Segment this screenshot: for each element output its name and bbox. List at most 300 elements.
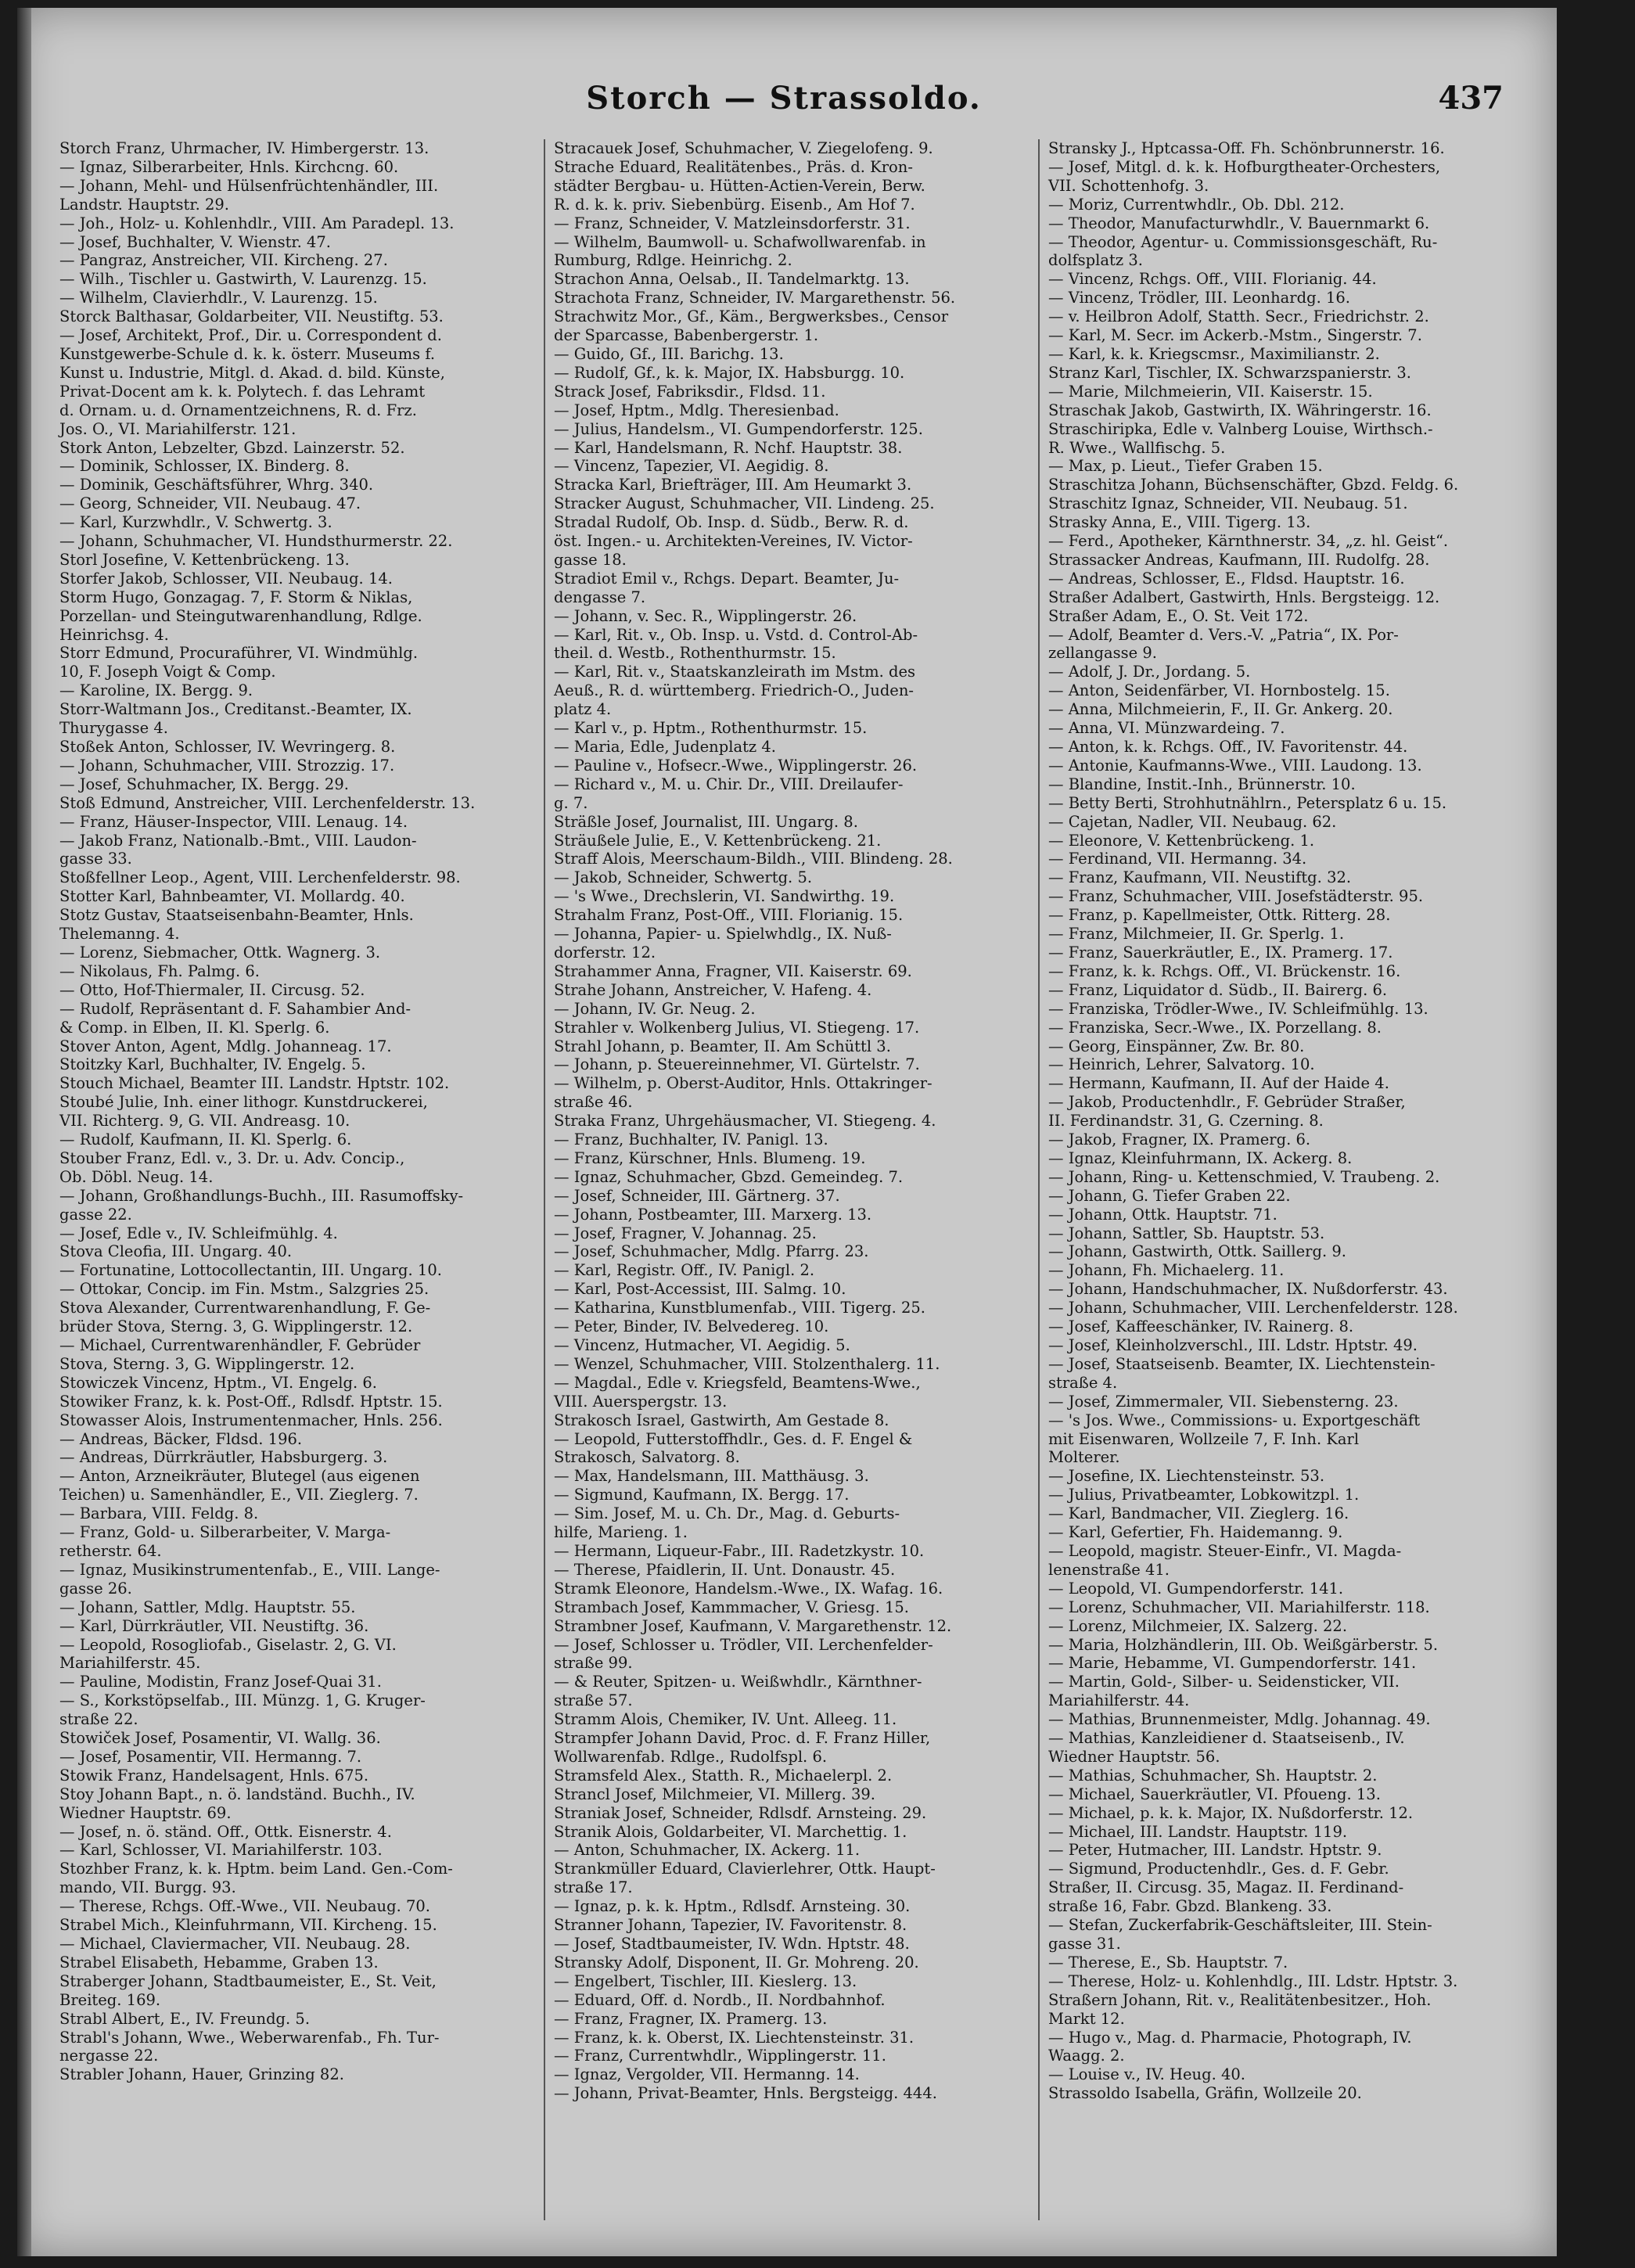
directory-entry: Strack Josef, Fabriksdir., Fldsd. 11. [554, 382, 826, 401]
directory-entry: Stranz Karl, Tischler, IX. Schwarzspanierstr. 3. [1048, 363, 1411, 382]
directory-entry: — Josefine, IX. Liechtensteinstr. 53. [1048, 1467, 1325, 1486]
directory-entry: Waagg. 2. [1048, 2047, 1125, 2065]
directory-entry: Stowiczek Vincenz, Hptm., VI. Engelg. 6. [59, 1373, 377, 1392]
directory-entry: — Franz, Currentwhdlr., Wipplingerstr. 11. [554, 2047, 886, 2065]
directory-entry: — Josef, Mitgl. d. k. k. Hofburgtheater-Orchesters, [1048, 157, 1441, 176]
directory-entry: Strassoldo Isabella, Gräfin, Wollzeile 20. [1048, 2084, 1362, 2103]
directory-entry: — Vincenz, Tapezier, VI. Aegidig. 8. [554, 457, 829, 476]
directory-entry: — Leopold, Rosogliofab., Giselastr. 2, G. VI. [59, 1635, 397, 1654]
directory-entry: — Johann, Sattler, Sb. Hauptstr. 53. [1048, 1224, 1325, 1242]
directory-entry: — Johann, Sattler, Mdlg. Hauptstr. 55. [59, 1598, 356, 1616]
directory-entry: Strambner Josef, Kaufmann, V. Margarethenstr. 12. [554, 1616, 952, 1635]
directory-entry: — Karl v., p. Hptm., Rothenthurmstr. 15. [554, 719, 868, 738]
directory-entry: — Ignaz, Vergolder, VII. Hermanng. 14. [554, 2065, 860, 2084]
directory-entry: — Franz, Kaufmann, VII. Neustiftg. 32. [1048, 868, 1352, 887]
directory-entry: — Josef, Architekt, Prof., Dir. u. Correspondent d. [59, 326, 442, 345]
directory-entry: — Max, p. Lieut., Tiefer Graben 15. [1048, 457, 1323, 476]
column-1 [55, 139, 545, 2220]
directory-entry: Stork Anton, Lebzelter, Gbzd. Lainzerstr. 52. [59, 438, 405, 457]
directory-entry: straße 17. [554, 1878, 633, 1897]
directory-entry: — Karl, Schlosser, VI. Mariahilferstr. 103. [59, 1841, 383, 1860]
directory-entry: — Therese, E., Sb. Hauptstr. 7. [1048, 1953, 1288, 1971]
directory-entry: — Louise v., IV. Heug. 40. [1048, 2065, 1245, 2084]
directory-entry: Stouch Michael, Beamter III. Landstr. Hptstr. 102. [59, 1074, 450, 1093]
directory-entry: Straniak Josef, Schneider, Rdlsdf. Arnsteing. 29. [554, 1803, 927, 1822]
directory-entry: straße 22. [59, 1710, 138, 1729]
directory-entry: Stoy Johann Bapt., n. ö. landständ. Buchh., IV. [59, 1785, 415, 1803]
directory-entry: Storr-Waltmann Jos., Creditanst.-Beamter, IX. [59, 700, 412, 719]
directory-entry: — Moriz, Currentwhdlr., Ob. Dbl. 212. [1048, 195, 1345, 214]
directory-entry: — Karoline, IX. Bergg. 9. [59, 681, 253, 700]
directory-entry: Strahalm Franz, Post-Off., VIII. Florianig. 15. [554, 906, 904, 925]
directory-entry: Porzellan- und Steingutwarenhandlung, Rdlge. [59, 606, 422, 625]
directory-entry: — Georg, Schneider, VII. Neubaug. 47. [59, 494, 361, 513]
directory-entry: — Franz, k. k. Rchgs. Off., VI. Brückenstr. 16. [1048, 961, 1401, 980]
directory-entry: Stradal Rudolf, Ob. Insp. d. Südb., Berw. R. d. [554, 513, 909, 532]
directory-entry: — Michael, p. k. k. Major, IX. Nußdorferstr. 12. [1048, 1803, 1414, 1822]
directory-entry: — Johanna, Papier- u. Spielwhdlg., IX. Nuß- [554, 925, 892, 944]
directory-entry: Stracauek Josef, Schuhmacher, V. Ziegelofeng. 9. [554, 139, 933, 157]
directory-entry: — Franz, Gold- u. Silberarbeiter, V. Marga- [59, 1523, 391, 1542]
directory-entry: dengasse 7. [554, 588, 646, 606]
directory-entry: — Jakob, Schneider, Schwertg. 5. [554, 868, 813, 887]
directory-entry: — Josef, Kaffeeschänker, IV. Rainerg. 8. [1048, 1317, 1354, 1336]
directory-entry: — Adolf, Beamter d. Vers.-V. „Patria“, IX. Por- [1048, 625, 1399, 644]
directory-entry: — Josef, Schlosser u. Trödler, VII. Lerchenfelder- [554, 1635, 933, 1654]
directory-entry: Strache Eduard, Realitätenbes., Präs. d. Kron- [554, 157, 913, 176]
directory-entry: VIII. Auerspergstr. 13. [554, 1392, 728, 1411]
directory-entry: Mariahilferstr. 45. [59, 1654, 201, 1673]
directory-columns [55, 139, 1525, 2220]
directory-entry: — Peter, Hutmacher, III. Landstr. Hptstr. 9. [1048, 1841, 1382, 1860]
directory-entry: — Pauline v., Hofsecr.-Wwe., Wipplingerstr. 26. [554, 756, 918, 775]
directory-entry: Rumburg, Rdlge. Heinrichg. 2. [554, 251, 792, 270]
directory-entry: — Jakob, Productenhdlr., F. Gebrüder Straßer, [1048, 1093, 1406, 1112]
directory-entry: Teichen) u. Samenhändler, E., VII. Zieglerg. 7. [59, 1486, 419, 1504]
directory-entry: Strachon Anna, Oelsab., II. Tandelmarktg. 13. [554, 270, 910, 289]
directory-entry: — Johann, v. Sec. R., Wipplingerstr. 26. [554, 606, 857, 625]
directory-entry: Thurygasse 4. [59, 719, 168, 738]
directory-page [17, 8, 1557, 2256]
directory-entry: — Richard v., M. u. Chir. Dr., VIII. Dreilaufer- [554, 775, 904, 793]
directory-entry: Stowik Franz, Handelsagent, Hnls. 675. [59, 1766, 369, 1785]
directory-entry: — Ignaz, Musikinstrumentenfab., E., VIII. Lange- [59, 1560, 440, 1579]
directory-entry: gasse 31. [1048, 1935, 1121, 1953]
directory-entry: — Josef, Kleinholzverschl., III. Ldstr. Hptstr. 49. [1048, 1336, 1418, 1354]
directory-entry: Straschak Jakob, Gastwirth, IX. Währingerstr. 16. [1048, 401, 1432, 419]
directory-entry: — Josef, Hptm., Mdlg. Theresienbad. [554, 401, 839, 419]
directory-entry: g. 7. [554, 793, 588, 812]
directory-entry: — Dominik, Geschäftsführer, Whrg. 340. [59, 476, 374, 494]
directory-entry: — Dominik, Schlosser, IX. Binderg. 8. [59, 457, 350, 476]
directory-entry: — Franz, Milchmeier, II. Gr. Sperlg. 1. [1048, 925, 1345, 944]
directory-entry: — Marie, Milchmeierin, VII. Kaiserstr. 15. [1048, 382, 1373, 401]
directory-entry: — Theodor, Manufacturwhdlr., V. Bauernmarkt 6. [1048, 214, 1430, 232]
directory-entry: Markt 12. [1048, 2009, 1125, 2028]
directory-entry: — Wilhelm, Baumwoll- u. Schafwollwarenfab. in [554, 232, 926, 251]
directory-entry: Strachota Franz, Schneider, IV. Margarethenstr. 56. [554, 289, 956, 307]
directory-entry: — Barbara, VIII. Feldg. 8. [59, 1504, 259, 1523]
directory-entry: Stova Alexander, Currentwarenhandlung, F. Ge- [59, 1299, 431, 1317]
directory-entry: — Johann, Großhandlungs-Buchh., III. Rasumoffsky- [59, 1186, 464, 1205]
directory-entry: — Sim. Josef, M. u. Ch. Dr., Mag. d. Geburts- [554, 1504, 900, 1523]
directory-entry: — S., Korkstöpselfab., III. Münzg. 1, G. Kruger- [59, 1691, 426, 1710]
directory-entry: der Sparcasse, Babenbergerstr. 1. [554, 326, 819, 345]
directory-entry: Stracker August, Schuhmacher, VII. Lindeng. 25. [554, 494, 935, 513]
directory-entry: Stramk Eleonore, Handelsm.-Wwe., IX. Wafag. 16. [554, 1579, 943, 1598]
directory-entry: Wiedner Hauptstr. 56. [1048, 1747, 1220, 1766]
directory-entry: — Johann, Handschuhmacher, IX. Nußdorferstr. 43. [1048, 1280, 1448, 1299]
directory-entry: — Rudolf, Repräsentant d. F. Sahambier And- [59, 999, 411, 1018]
page-number: 437 [1438, 80, 1504, 117]
directory-entry: Stoßfellner Leop., Agent, VIII. Lerchenfelderstr. 98. [59, 868, 461, 887]
directory-entry: Storck Balthasar, Goldarbeiter, VII. Neustiftg. 53. [59, 307, 444, 326]
directory-entry: — Josef, Edle v., IV. Schleifmühlg. 4. [59, 1224, 338, 1242]
directory-entry: — Antonie, Kaufmanns-Wwe., VIII. Laudong. 13. [1048, 756, 1422, 775]
directory-entry: — 's Wwe., Drechslerin, VI. Sandwirthg. 19. [554, 887, 895, 906]
directory-entry: — Rudolf, Kaufmann, II. Kl. Sperlg. 6. [59, 1130, 352, 1149]
directory-entry: — Johann, Gastwirth, Ottk. Saillerg. 9. [1048, 1242, 1346, 1261]
directory-entry: Strahl Johann, p. Beamter, II. Am Schüttl 3. [554, 1037, 891, 1055]
directory-entry: — Max, Handelsmann, III. Matthäusg. 3. [554, 1467, 869, 1486]
directory-entry: Stoubé Julie, Inh. einer lithogr. Kunstdruckerei, [59, 1093, 428, 1112]
directory-entry: — Leopold, VI. Gumpendorferstr. 141. [1048, 1579, 1344, 1598]
directory-entry: nergasse 22. [59, 2047, 159, 2065]
directory-entry: Heinrichsg. 4. [59, 625, 169, 644]
directory-entry: — Josef, Staatseisenb. Beamter, IX. Liechtenstein- [1048, 1354, 1436, 1373]
directory-entry: — Josef, Fragner, V. Johannag. 25. [554, 1224, 817, 1242]
directory-entry: — Ferdinand, VII. Hermanng. 34. [1048, 850, 1307, 868]
directory-entry: Strachwitz Mor., Gf., Käm., Bergwerksbes., Censor [554, 307, 949, 326]
directory-entry: Strasky Anna, E., VIII. Tigerg. 13. [1048, 513, 1311, 532]
directory-entry: — Franziska, Secr.-Wwe., IX. Porzellang. 8. [1048, 1018, 1382, 1037]
directory-entry: Stransky Adolf, Disponent, II. Gr. Mohreng. 20. [554, 1953, 919, 1971]
directory-entry: — Jakob Franz, Nationalb.-Bmt., VIII. Laudon- [59, 831, 417, 850]
directory-entry: Strakosch Israel, Gastwirth, Am Gestade 8. [554, 1411, 889, 1429]
directory-entry: — Anton, Arzneikräuter, Blutegel (aus eigenen [59, 1467, 420, 1486]
directory-entry: gasse 33. [59, 850, 132, 868]
directory-entry: — Andreas, Dürrkräutler, Habsburgerg. 3. [59, 1448, 388, 1467]
directory-entry: II. Ferdinandstr. 31, G. Czerning. 8. [1048, 1112, 1324, 1130]
directory-entry: Landstr. Hauptstr. 29. [59, 195, 229, 214]
directory-entry: — Leopold, magistr. Steuer-Einfr., VI. Magda- [1048, 1541, 1402, 1560]
directory-entry: — Therese, Pfaidlerin, II. Unt. Donaustr. 45. [554, 1560, 896, 1579]
directory-entry: — Johann, p. Steuereinnehmer, VI. Gürtelstr. 7. [554, 1055, 920, 1074]
directory-entry: — Josef, Stadtbaumeister, IV. Wdn. Hptstr. 48. [554, 1935, 910, 1953]
directory-entry: straße 57. [554, 1691, 633, 1710]
directory-entry: Stova, Sterng. 3, G. Wipplingerstr. 12. [59, 1354, 355, 1373]
directory-entry: Stracka Karl, Briefträger, III. Am Heumarkt 3. [554, 476, 912, 494]
directory-entry: Stotz Gustav, Staatseisenbahn-Beamter, Hnls. [59, 906, 414, 925]
directory-entry: Straschitz Ignaz, Schneider, VII. Neubaug. 51. [1048, 494, 1408, 513]
directory-entry: Stradiot Emil v., Rchgs. Depart. Beamter, Ju- [554, 569, 900, 588]
directory-entry: — Johann, IV. Gr. Neug. 2. [554, 999, 756, 1018]
directory-entry: — Karl, Bandmacher, VII. Zieglerg. 16. [1048, 1504, 1349, 1523]
directory-entry: Storm Hugo, Gonzagag. 7, F. Storm & Niklas, [59, 588, 413, 606]
directory-entry: städter Bergbau- u. Hütten-Actien-Verein, Berw. [554, 176, 925, 195]
directory-entry: — Franz, Fragner, IX. Pramerg. 13. [554, 2009, 828, 2028]
directory-entry: — & Reuter, Spitzen- u. Weißwhdlr., Kärnthner- [554, 1673, 922, 1691]
directory-entry: mando, VII. Burgg. 93. [59, 1878, 236, 1897]
directory-entry: VII. Richterg. 9, G. VII. Andreasg. 10. [59, 1112, 350, 1130]
directory-entry: mit Eisenwaren, Wollzeile 7, F. Inh. Karl [1048, 1429, 1360, 1448]
directory-entry: platz 4. [554, 700, 612, 719]
directory-entry: — Johann, Ottk. Hauptstr. 71. [1048, 1205, 1277, 1224]
directory-entry: — Anna, Milchmeierin, F., II. Gr. Ankerg. 20. [1048, 700, 1393, 719]
directory-entry: — Ignaz, p. k. k. Hptm., Rdlsdf. Arnsteing. 30. [554, 1897, 911, 1916]
directory-entry: Jos. O., VI. Mariahilferstr. 121. [59, 419, 296, 438]
directory-entry: — Karl, Rit. v., Staatskanzleirath im Mstm. des [554, 663, 916, 681]
directory-entry: — Maria, Edle, Judenplatz 4. [554, 738, 776, 756]
directory-entry: Strancl Josef, Milchmeier, VI. Millerg. 39. [554, 1785, 875, 1803]
directory-entry: Stoßek Anton, Schlosser, IV. Wevringerg. 8. [59, 738, 396, 756]
directory-entry: — Josef, Schuhmacher, Mdlg. Pfarrg. 23. [554, 1242, 869, 1261]
directory-entry: Straßer Adam, E., O. St. Veit 172. [1048, 606, 1309, 625]
directory-entry: Kunst u. Industrie, Mitgl. d. Akad. d. bild. Künste, [59, 363, 445, 382]
directory-entry: — Pangraz, Anstreicher, VII. Kircheng. 27. [59, 251, 388, 270]
directory-entry: Thelemanng. 4. [59, 925, 180, 944]
directory-entry: Mariahilferstr. 44. [1048, 1691, 1190, 1710]
directory-entry: Stramsfeld Alex., Statth. R., Michaelerpl. 2. [554, 1766, 893, 1785]
directory-entry: Strabl's Johann, Wwe., Weberwarenfab., Fh. Tur- [59, 2028, 440, 2047]
directory-entry: — Wilhelm, Clavierhdlr., V. Laurenzg. 15. [59, 289, 378, 307]
directory-entry: Strabel Mich., Kleinfuhrmann, VII. Kircheng. 15. [59, 1916, 437, 1935]
directory-entry: Kunstgewerbe-Schule d. k. k. österr. Museums f. [59, 344, 436, 363]
directory-entry: zellangasse 9. [1048, 644, 1157, 663]
directory-entry: hilfe, Marieng. 1. [554, 1523, 688, 1542]
directory-entry: — Martin, Gold-, Silber- u. Seidensticker, VII. [1048, 1673, 1400, 1691]
directory-entry: — Theodor, Agentur- u. Commissionsgeschäft, Ru- [1048, 232, 1438, 251]
directory-entry: — Julius, Privatbeamter, Lobkowitzpl. 1. [1048, 1486, 1360, 1504]
directory-entry: — Stefan, Zuckerfabrik-Geschäftsleiter, III. Stein- [1048, 1916, 1432, 1935]
directory-entry: — Hermann, Kaufmann, II. Auf der Haide 4. [1048, 1074, 1389, 1093]
directory-entry: — Franz, Häuser-Inspector, VIII. Lenaug. 14. [59, 812, 408, 831]
directory-entry: lenenstraße 41. [1048, 1560, 1170, 1579]
directory-entry: — Nikolaus, Fh. Palmg. 6. [59, 961, 260, 980]
directory-entry: Stranik Alois, Goldarbeiter, VI. Marchettig. 1. [554, 1822, 907, 1841]
directory-entry: — Lorenz, Siebmacher, Ottk. Wagnerg. 3. [59, 943, 381, 961]
directory-entry: straße 46. [554, 1093, 633, 1112]
directory-entry: — Mathias, Schuhmacher, Sh. Hauptstr. 2. [1048, 1766, 1378, 1785]
directory-entry: — Josef, Schneider, III. Gärtnerg. 37. [554, 1186, 840, 1205]
directory-entry: Wiedner Hauptstr. 69. [59, 1803, 232, 1822]
directory-entry: — Wilh., Tischler u. Gastwirth, V. Laurenzg. 15. [59, 270, 427, 289]
directory-entry: — Andreas, Schlosser, E., Fldsd. Hauptstr. 16. [1048, 569, 1405, 588]
directory-entry: — Eleonore, V. Kettenbrückeng. 1. [1048, 831, 1315, 850]
directory-entry: — Franz, Schneider, V. Matzleinsdorferstr. 31. [554, 214, 911, 232]
directory-entry: gasse 18. [554, 550, 627, 569]
directory-entry: Straschiripka, Edle v. Valnberg Louise, Wirthsch.- [1048, 419, 1433, 438]
directory-entry: retherstr. 64. [59, 1541, 162, 1560]
directory-entry: straße 99. [554, 1654, 633, 1673]
directory-entry: — Otto, Hof-Thiermaler, II. Circusg. 52. [59, 980, 365, 999]
directory-entry: Strabl Albert, E., IV. Freundg. 5. [59, 2009, 311, 2028]
directory-entry: — Franz, p. Kapellmeister, Ottk. Ritterg. 28. [1048, 906, 1391, 925]
directory-entry: — Ignaz, Schuhmacher, Gbzd. Gemeindeg. 7. [554, 1167, 904, 1186]
directory-entry: — Josef, Zimmermaler, VII. Siebensterng. 23. [1048, 1392, 1399, 1411]
directory-entry: Stransky J., Hptcassa-Off. Fh. Schönbrunnerstr. 16. [1048, 139, 1445, 157]
directory-entry: Strankmüller Eduard, Clavierlehrer, Ottk. Haupt- [554, 1860, 936, 1878]
directory-entry: — Adolf, J. Dr., Jordang. 5. [1048, 663, 1251, 681]
directory-entry: — Hugo v., Mag. d. Pharmacie, Photograph, IV. [1048, 2028, 1412, 2047]
directory-entry: Straberger Johann, Stadtbaumeister, E., St. Veit, [59, 1971, 437, 1990]
directory-entry: — 's Jos. Wwe., Commissions- u. Exportgeschäft [1048, 1411, 1421, 1429]
directory-entry: Storch Franz, Uhrmacher, IV. Himbergerstr. 13. [59, 139, 429, 157]
directory-entry: — Wilhelm, p. Oberst-Auditor, Hnls. Ottakringer- [554, 1074, 932, 1093]
directory-entry: — Sigmund, Productenhdlr., Ges. d. F. Gebr. [1048, 1860, 1389, 1878]
directory-entry: — Therese, Rchgs. Off.-Wwe., VII. Neubaug. 70. [59, 1897, 430, 1916]
directory-entry: Strabler Johann, Hauer, Grinzing 82. [59, 2065, 344, 2084]
directory-entry: Strakosch, Salvatorg. 8. [554, 1448, 740, 1467]
directory-entry: — Johann, Ring- u. Kettenschmied, V. Traubeng. 2. [1048, 1167, 1440, 1186]
directory-entry: Strahler v. Wolkenberg Julius, VI. Stiegeng. 17. [554, 1018, 920, 1037]
directory-entry: dorferstr. 12. [554, 943, 656, 961]
directory-entry: VII. Schottenhofg. 3. [1048, 176, 1209, 195]
directory-entry: Straßer Adalbert, Gastwirth, Hnls. Bergsteigg. 12. [1048, 588, 1440, 606]
directory-entry: — Michael, Claviermacher, VII. Neubaug. 28. [59, 1935, 411, 1953]
directory-entry: — Marie, Hebamme, VI. Gumpendorferstr. 141. [1048, 1654, 1417, 1673]
directory-entry: Storl Josefine, V. Kettenbrückeng. 13. [59, 550, 350, 569]
directory-entry: Stowiker Franz, k. k. Post-Off., Rdlsdf. Hptstr. 15. [59, 1392, 443, 1411]
directory-entry: dolfsplatz 3. [1048, 251, 1143, 270]
directory-entry: — Georg, Einspänner, Zw. Br. 80. [1048, 1037, 1305, 1055]
directory-entry: Strassacker Andreas, Kaufmann, III. Rudolfg. 28. [1048, 550, 1430, 569]
directory-entry: Stozhber Franz, k. k. Hptm. beim Land. Gen.-Com- [59, 1860, 453, 1878]
directory-entry: Stouber Franz, Edl. v., 3. Dr. u. Adv. Concip., [59, 1148, 405, 1167]
directory-entry: Sträßle Josef, Journalist, III. Ungarg. 8. [554, 812, 858, 831]
directory-entry: Aeuß., R. d. württemberg. Friedrich-O., Juden- [554, 681, 914, 700]
directory-entry: R. Wwe., Wallfischg. 5. [1048, 438, 1226, 457]
directory-entry: — Anna, VI. Münzwardeing. 7. [1048, 719, 1285, 738]
directory-entry: — Franz, k. k. Oberst, IX. Liechtensteinstr. 31. [554, 2028, 915, 2047]
directory-entry: — v. Heilbron Adolf, Statth. Secr., Friedrichstr. 2. [1048, 307, 1429, 326]
directory-entry: Molterer. [1048, 1448, 1120, 1467]
directory-entry: — Blandine, Instit.-Inh., Brünnerstr. 10. [1048, 775, 1356, 793]
directory-entry: — Ferd., Apotheker, Kärnthnerstr. 34, „z. hl. Geist“. [1048, 532, 1449, 551]
directory-entry: 10, F. Joseph Voigt & Comp. [59, 663, 276, 681]
directory-entry: — Franz, Buchhalter, IV. Panigl. 13. [554, 1130, 828, 1149]
directory-entry: Stover Anton, Agent, Mdlg. Johanneag. 17. [59, 1037, 392, 1055]
directory-entry: — Jakob, Fragner, IX. Pramerg. 6. [1048, 1130, 1311, 1149]
directory-entry: — Vincenz, Rchgs. Off., VIII. Florianig. 44. [1048, 270, 1377, 289]
directory-entry: Stoß Edmund, Anstreicher, VIII. Lerchenfelderstr. 13. [59, 793, 476, 812]
directory-entry: theil. d. Westb., Rothenthurmstr. 15. [554, 644, 836, 663]
directory-entry: — Andreas, Bäcker, Fldsd. 196. [59, 1429, 303, 1448]
directory-entry: Stotter Karl, Bahnbeamter, VI. Mollardg. 40. [59, 887, 405, 906]
directory-entry: — Karl, Dürrkräutler, VII. Neustiftg. 36. [59, 1616, 369, 1635]
directory-entry: Stramm Alois, Chemiker, IV. Unt. Alleeg. 11. [554, 1710, 897, 1729]
column-2 [549, 139, 1040, 2220]
directory-entry: Strabel Elisabeth, Hebamme, Graben 13. [59, 1953, 379, 1971]
directory-entry: Stova Cleofia, III. Ungarg. 40. [59, 1242, 293, 1261]
directory-entry: Strambach Josef, Kammmacher, V. Griesg. 15. [554, 1598, 909, 1616]
directory-entry: Straka Franz, Uhrgehäusmacher, VI. Stiegeng. 4. [554, 1112, 936, 1130]
column-3 [1044, 139, 1525, 2220]
directory-entry: — Ignaz, Silberarbeiter, Hnls. Kirchcng. 60. [59, 157, 399, 176]
directory-entry: — Josef, Posamentir, VII. Hermanng. 7. [59, 1747, 362, 1766]
directory-entry: — Michael, Currentwarenhändler, F. Gebrüder [59, 1336, 421, 1354]
directory-entry: — Engelbert, Tischler, III. Kieslerg. 13. [554, 1971, 857, 1990]
directory-entry: & Comp. in Elben, II. Kl. Sperlg. 6. [59, 1018, 330, 1037]
directory-entry: — Mathias, Kanzleidiener d. Staatseisenb., IV. [1048, 1729, 1405, 1748]
directory-entry: — Franz, Kürschner, Hnls. Blumeng. 19. [554, 1148, 866, 1167]
directory-entry: — Pauline, Modistin, Franz Josef-Quai 31. [59, 1673, 382, 1691]
directory-entry: Stoitzky Karl, Buchhalter, IV. Engelg. 5. [59, 1055, 366, 1074]
directory-entry: — Franz, Liquidator d. Südb., II. Bairerg. 6. [1048, 980, 1388, 999]
directory-entry: Privat-Docent am k. k. Polytech. f. das Lehramt [59, 382, 426, 401]
directory-entry: — Johann, Privat-Beamter, Hnls. Bergsteigg. 444. [554, 2084, 937, 2103]
directory-entry: — Karl, M. Secr. im Ackerb.-Mstm., Singerstr. 7. [1048, 326, 1422, 345]
directory-entry: Storr Edmund, Procuraführer, VI. Windmühlg. [59, 644, 419, 663]
directory-entry: — Karl, k. k. Kriegscmsr., Maximilianstr. 2. [1048, 344, 1380, 363]
directory-entry: — Karl, Rit. v., Ob. Insp. u. Vstd. d. Control-Ab- [554, 625, 918, 644]
directory-entry: Sträußele Julie, E., V. Kettenbrückeng. 21. [554, 831, 882, 850]
directory-entry: — Johann, Postbeamter, III. Marxerg. 13. [554, 1205, 872, 1224]
directory-entry: — Johann, G. Tiefer Graben 22. [1048, 1186, 1291, 1205]
directory-entry: — Johann, Schuhmacher, VI. Hundsthurmerstr. 22. [59, 532, 453, 551]
directory-entry: gasse 26. [59, 1579, 132, 1598]
directory-entry: — Lorenz, Milchmeier, IX. Salzerg. 22. [1048, 1616, 1348, 1635]
directory-entry: — Franz, Sauerkräutler, E., IX. Pramerg. 17. [1048, 943, 1393, 961]
directory-entry: Straßern Johann, Rit. v., Realitätenbesitzer., Hoh. [1048, 1990, 1432, 2009]
directory-entry: — Ottokar, Concip. im Fin. Mstm., Salzgries 25. [59, 1280, 429, 1299]
directory-entry: — Eduard, Off. d. Nordb., II. Nordbahnhof. [554, 1990, 886, 2009]
directory-entry: — Vincenz, Hutmacher, VI. Aegidig. 5. [554, 1336, 850, 1354]
directory-entry: — Maria, Holzhändlerin, III. Ob. Weißgärberstr. 5. [1048, 1635, 1439, 1654]
directory-entry: — Peter, Binder, IV. Belvedereg. 10. [554, 1317, 829, 1336]
directory-entry: — Lorenz, Schuhmacher, VII. Mariahilferstr. 118. [1048, 1598, 1430, 1616]
directory-entry: Storfer Jakob, Schlosser, VII. Neubaug. 14. [59, 569, 393, 588]
directory-entry: — Vincenz, Trödler, III. Leonhardg. 16. [1048, 289, 1351, 307]
directory-entry: — Anton, k. k. Rchgs. Off., IV. Favoritenstr. 44. [1048, 738, 1408, 756]
directory-entry: — Sigmund, Kaufmann, IX. Bergg. 17. [554, 1486, 850, 1504]
directory-entry: — Julius, Handelsm., VI. Gumpendorferstr. 125. [554, 419, 923, 438]
directory-entry: — Leopold, Futterstoffhdlr., Ges. d. F. Engel & [554, 1429, 913, 1448]
directory-entry: — Guido, Gf., III. Barichg. 13. [554, 344, 784, 363]
directory-entry: gasse 22. [59, 1205, 132, 1224]
directory-entry: — Anton, Schuhmacher, IX. Ackerg. 11. [554, 1841, 861, 1860]
directory-entry: Stowasser Alois, Instrumentenmacher, Hnls. 256. [59, 1411, 443, 1429]
directory-entry: Strahe Johann, Anstreicher, V. Hafeng. 4. [554, 980, 872, 999]
directory-entry: — Mathias, Brunnenmeister, Mdlg. Johannag. 49. [1048, 1710, 1431, 1729]
directory-entry: — Hermann, Liqueur-Fabr., III. Radetzkystr. 10. [554, 1541, 925, 1560]
directory-entry: — Michael, Sauerkräutler, VI. Pfoueng. 13. [1048, 1785, 1381, 1803]
directory-entry: — Heinrich, Lehrer, Salvatorg. 10. [1048, 1055, 1315, 1074]
directory-entry: — Johann, Schuhmacher, VIII. Strozzig. 17. [59, 756, 395, 775]
directory-entry: — Josef, n. ö. ständ. Off., Ottk. Eisnerstr. 4. [59, 1822, 392, 1841]
directory-entry: — Rudolf, Gf., k. k. Major, IX. Habsburgg. 10. [554, 363, 905, 382]
directory-entry: — Johann, Schuhmacher, VIII. Lerchenfelderstr. 128. [1048, 1299, 1458, 1317]
directory-entry: — Cajetan, Nadler, VII. Neubaug. 62. [1048, 812, 1337, 831]
directory-entry: — Joh., Holz- u. Kohlenhdlr., VIII. Am Paradepl. 13. [59, 214, 455, 232]
running-title: Storch — Strassoldo. [586, 80, 982, 117]
directory-entry: — Karl, Registr. Off., IV. Panigl. 2. [554, 1261, 815, 1280]
directory-entry: Breiteg. 169. [59, 1990, 161, 2009]
directory-entry: — Michael, III. Landstr. Hauptstr. 119. [1048, 1822, 1348, 1841]
directory-entry: — Johann, Mehl- und Hülsenfrüchtenhändler, III. [59, 176, 439, 195]
directory-entry: — Franziska, Trödler-Wwe., IV. Schleifmühlg. 13. [1048, 999, 1428, 1018]
directory-entry: — Betty Berti, Strohhutnählrn., Petersplatz 6 u. 15. [1048, 793, 1447, 812]
directory-entry: — Fortunatine, Lottocollectantin, III. Ungarg. 10. [59, 1261, 442, 1280]
directory-entry: — Karl, Gefertier, Fh. Haidemanng. 9. [1048, 1523, 1343, 1542]
directory-entry: Straßer, II. Circusg. 35, Magaz. II. Ferdinand- [1048, 1878, 1404, 1897]
directory-entry: d. Ornam. u. d. Ornamentzeichnens, R. d. Frz. [59, 401, 417, 419]
directory-entry: — Karl, Handelsmann, R. Nchf. Hauptstr. 38. [554, 438, 903, 457]
book-spine-shadow [17, 8, 31, 2256]
directory-entry: — Anton, Seidenfärber, VI. Hornbostelg. 15. [1048, 681, 1390, 700]
directory-entry: straße 16, Fabr. Gbzd. Blankeng. 33. [1048, 1897, 1332, 1916]
page-header [49, 80, 1519, 127]
